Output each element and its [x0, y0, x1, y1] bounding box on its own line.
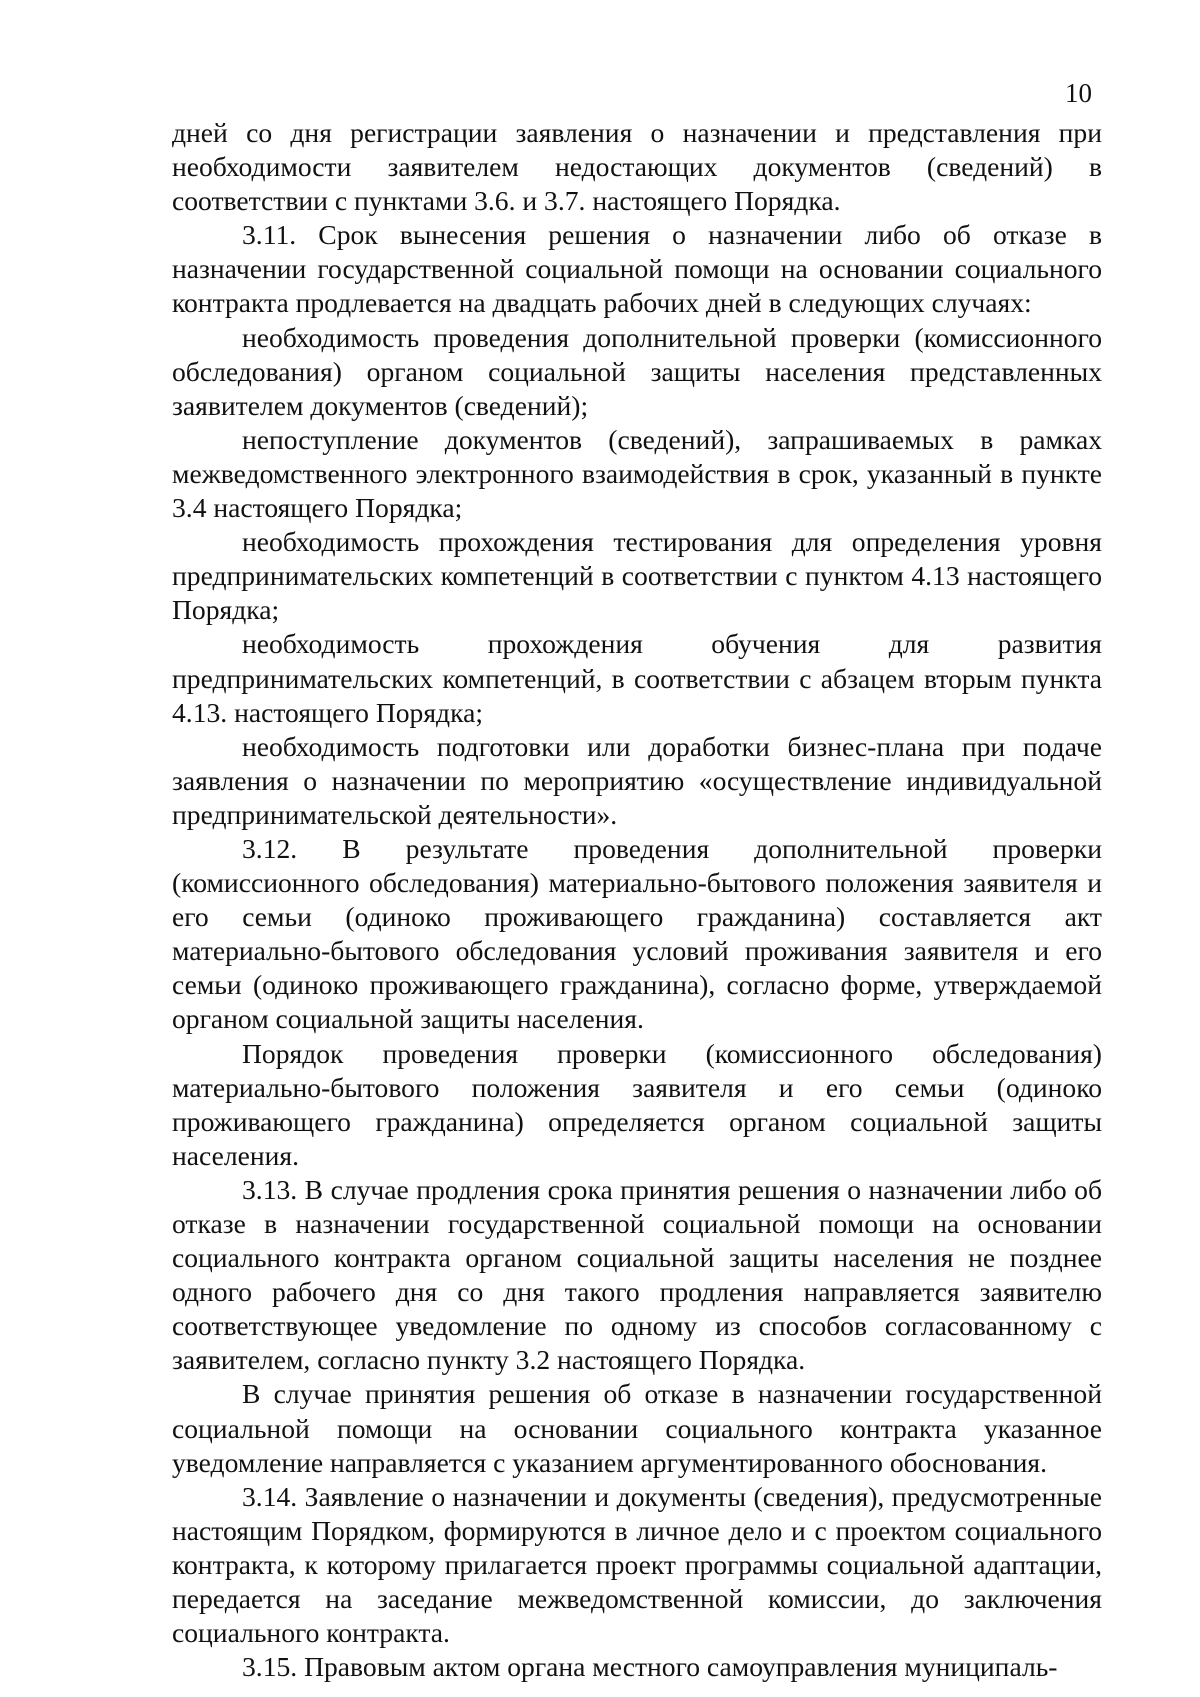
paragraph-refusal-notice: В случае принятия решения об отказе в назначении государственной социальной помощи на основании социального контракта указанное уведомление направляется с указанием аргументированного обоснования.: [172, 1378, 1102, 1478]
paragraph-case-additional-check: необходимость проведения дополнительной проверки (комиссионного обследования) органом социальной защиты населения представленных заявителем документов (сведений);: [172, 321, 1102, 421]
paragraph-continuation: дней со дня регистрации заявления о назначении и представления при необходимости заявителем недостающих документов (сведений) в соответствии с пунктами 3.6. и 3.7. настоящего Порядка.: [172, 117, 1102, 217]
paragraph-case-documents-not-received: непоступление документов (сведений), запрашиваемых в рамках межведомственного электронного взаимодействия в срок, указанный в пункте 3.4 настоящего Порядка;: [172, 423, 1102, 524]
paragraph-3-11: 3.11. Срок вынесения решения о назначении либо об отказе в назначении государственной социальной помощи на основании социального контракта продлевается на двадцать рабочих дней в следующих случаях:: [172, 219, 1102, 319]
paragraph-3-14: 3.14. Заявление о назначении и документы (сведения), предусмотренные настоящим Порядком, формируются в личное дело и с проектом социального контракта, к которому прилагается проект программы социальной адаптации, передается на заседание межведомственной комиссии, до заключения социального контракта.: [172, 1480, 1102, 1649]
paragraph-3-12: 3.12. В результате проведения дополнительной проверки (комиссионного обследования) материально-бытового положения заявителя и его семьи (одиноко проживающего гражданина) составляется акт материально-бытового обследования условий проживания заявителя и его семьи (одиноко проживающего гражданина), согласно форме, утверждаемой органом социальной защиты населения.: [172, 832, 1102, 1035]
paragraph-case-business-plan: необходимость подготовки или доработки бизнес-плана при подаче заявления о назначении по мероприятию «осуществление индивидуальной предпринимательской деятельности».: [172, 730, 1102, 830]
document-body: [172, 116, 1102, 1684]
paragraph-case-training: необходимость прохождения обучения для развития предпринимательских компетенций, в соответствии с абзацем вторым пункта 4.13. настоящего Порядка;: [172, 628, 1102, 728]
paragraph-check-procedure: Порядок проведения проверки (комиссионного обследования) материально-бытового положения заявителя и его семьи (одиноко проживающего гражданина) определяется органом социальной защиты населения.: [172, 1037, 1102, 1171]
paragraph-3-15: 3.15. Правовым актом органа местного самоуправления муниципаль-: [242, 1651, 1058, 1683]
page-number: 10: [1065, 78, 1092, 108]
paragraph-3-13: 3.13. В случае продления срока принятия решения о назначении либо об отказе в назначении государственной социальной помощи на основании социального контракта органом социальной защиты населения не позднее одного рабочего дня со дня такого продления направляется заявителю соответствующее уведомление по одному из способов согласованному с заявителем, согласно пункту 3.2 настоящего Порядка.: [172, 1173, 1102, 1376]
paragraph-case-testing: необходимость прохождения тестирования для определения уровня предпринимательских компетенций в соответствии с пунктом 4.13 настоящего Порядка;: [172, 526, 1102, 626]
